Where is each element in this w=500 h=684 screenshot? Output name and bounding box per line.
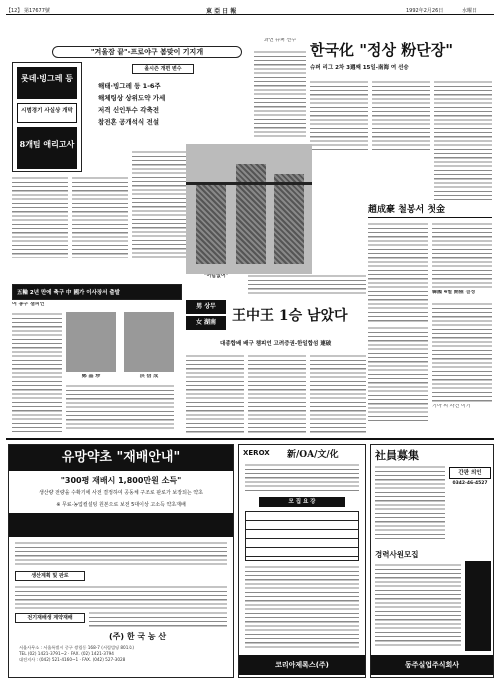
lead-body-col-1 <box>12 176 68 258</box>
right-lower-col <box>368 326 428 422</box>
ad-pharma-contact-2: TEL (02) 1421-3791~2 · FAX. (02) 1421-3794 <box>19 651 114 656</box>
recruit-phone: 0342-46-4527 <box>452 481 488 486</box>
ad-pharma-subtitle: "300평 재배시 1,800만원 소득" <box>60 476 182 485</box>
ad-xerox <box>238 444 366 678</box>
deck-line-1: 해태·빙그레 등 1-6주 <box>98 82 161 90</box>
ad-pharma-text <box>15 541 227 567</box>
ad-pharma-contact-3: 대전지사 : (042) 521-4160~1 · FAX. (042) 527-3028 <box>19 657 126 662</box>
label-male: 男 상무 <box>186 300 226 314</box>
ad-pharma-list-1 <box>15 585 227 609</box>
portrait-1 <box>66 312 116 372</box>
recruit-side-bar <box>465 561 491 651</box>
ad-pharma-body: 생산량 전량을 수확기에 사전 결정하여 공동체 구조로 판로가 보장되는 약초 <box>38 490 204 496</box>
recruit-body <box>375 563 461 647</box>
photo-caption: "어림없어" <box>203 274 229 279</box>
player-figure-2 <box>236 164 266 264</box>
volley-top-note: 과연 슈퍼 선수 <box>263 38 297 43</box>
recruit-company: 동주실업주식회사 <box>371 655 493 675</box>
photo-caption-text <box>248 274 366 294</box>
ad-pharma-title: 유망약초 "재배안내" <box>9 445 233 471</box>
left-col-2 <box>66 384 174 432</box>
xerox-intro <box>245 463 359 493</box>
xerox-table <box>245 511 359 561</box>
ad-pharma <box>8 444 234 678</box>
deck-line-3: 저격 신인투수 각축전 <box>98 106 160 114</box>
volley-headline: 한국化 "정상 粉단장" <box>310 41 454 59</box>
column-banner: "겨울잠 끝"-프로야구 봄맞이 기지개 <box>52 46 242 58</box>
ad-pharma-box-2: 전기재배생 계약재배 <box>15 613 85 623</box>
recruit-details <box>375 465 445 541</box>
secondary-subline: 대종합배 배구 챔피언 고려증권-한일합섬 連破 <box>220 341 332 347</box>
ad-pharma-band <box>9 513 233 537</box>
issue-number: 第17677號 <box>24 8 50 14</box>
xerox-title: 新/OA/文/化 <box>287 450 339 460</box>
label-female: 女 湖南 <box>186 316 226 330</box>
xerox-brand: XEROX <box>243 449 270 457</box>
recruit-subtitle: 경력사원모집 <box>375 550 419 559</box>
lead-title-block <box>12 62 82 172</box>
lead-title-2: 시범경기 사실상 개막 <box>17 103 77 123</box>
recruit-title: 社員募集 <box>375 449 419 462</box>
issue-date: 1992年2月26日 <box>406 8 444 14</box>
left-head: 五輪 2년 만에 축구 中 國가 이사장서 출발 <box>17 290 120 296</box>
lead-body-col-2 <box>72 176 128 258</box>
deck-line-4: 참전혼 공개석식 전설 <box>98 118 160 126</box>
volley-body-col-2 <box>310 80 368 152</box>
volley-subtitle: 슈퍼 리그 2차 3週째 15일-南海 여 선승 <box>310 65 409 71</box>
xerox-details <box>245 565 359 649</box>
side-headline: 趙成豪 철봉서 첫金 <box>368 204 492 218</box>
secondary-col-2 <box>248 354 306 434</box>
secondary-col-3 <box>310 354 366 434</box>
lead-box-label: 올시즌 개편 변수 <box>132 64 194 74</box>
portrait-1-name: 鄭 晶 珍 <box>81 374 101 379</box>
deck-line-2: 해체팅상 상위도약 가세 <box>98 94 166 102</box>
ad-pharma-contact-1: 서울사무소 : 서울특별시 중구 쌍림동 168-7 (서림빌딩 801호) <box>19 645 135 650</box>
right-note: 기아 씨 사건 이기 <box>432 404 471 409</box>
volley-body-col-4 <box>434 80 492 200</box>
ad-recruit <box>370 444 494 678</box>
volley-body-col-1 <box>254 50 306 140</box>
secondary-headline: 王中王 1승 남았다 <box>232 308 348 324</box>
left-col-1 <box>12 312 62 432</box>
side-body-col-2 <box>432 222 492 288</box>
lead-title-3: 8개팀 애리고사 <box>17 127 77 169</box>
page-header <box>6 6 494 15</box>
player-figure-1 <box>196 184 226 264</box>
ad-pharma-notice: ※ 무료·농업컬설팅 원본으로 보전 5대이상 고소득 약초재배 <box>56 502 186 508</box>
xerox-company: 코리아제록스(주) <box>239 655 365 675</box>
xerox-section: 모 집 요 강 <box>259 497 345 507</box>
secondary-col-1 <box>186 354 244 434</box>
page-number: 【12】 <box>6 8 23 14</box>
left-head-bar <box>12 284 182 300</box>
volleyball-net <box>186 182 312 185</box>
secondary-headline-block <box>186 300 366 336</box>
ad-pharma-list-2 <box>89 611 227 627</box>
ad-pharma-company: (주) 한 국 농 산 <box>109 632 167 641</box>
left-sub: 여 농구 챔피언 <box>12 302 45 307</box>
portrait-2-name: 洪 信 成 <box>139 374 159 379</box>
volley-body-col-3 <box>372 80 430 152</box>
recruit-chip: 간판 의인 <box>449 467 491 479</box>
player-figure-3 <box>274 174 304 264</box>
lead-body-col-3 <box>132 150 188 258</box>
ad-divider <box>6 438 494 440</box>
right-snippet: 韓國 4월 開催 결정 <box>432 290 476 295</box>
issue-weekday: 水曜日 <box>462 8 478 14</box>
side-body-col-3 <box>432 302 492 402</box>
volleyball-photo <box>186 144 312 274</box>
paper-name: 東 亞 日 報 <box>206 8 237 15</box>
lead-title-1: 롯데·빙그레 등 <box>17 67 77 99</box>
side-body-col-1 <box>368 222 428 322</box>
lead-deck <box>88 64 238 144</box>
portrait-2 <box>124 312 174 372</box>
ad-pharma-box-1: 생산계획 및 판로 <box>15 571 85 581</box>
